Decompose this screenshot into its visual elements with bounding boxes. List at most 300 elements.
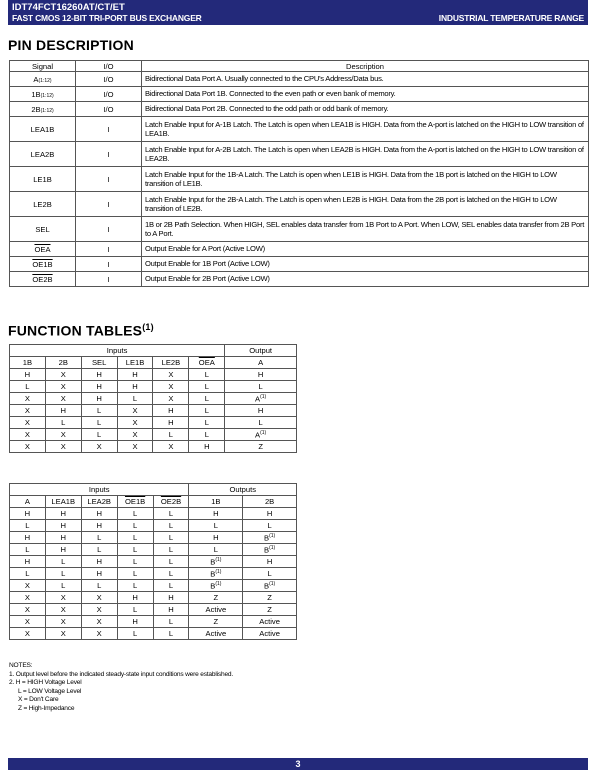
- function-table-b-ports: [9, 483, 297, 640]
- pin-signal: [10, 72, 76, 87]
- table2-cell: [243, 580, 297, 592]
- table2-cell: [10, 568, 46, 580]
- table2-col-header: OE1B: [117, 496, 153, 508]
- table2-cell: [243, 568, 297, 580]
- table2-cell-value: H: [60, 545, 66, 554]
- pin-signal: [10, 272, 76, 287]
- table2-cell: [10, 556, 46, 568]
- table2-cell: [81, 628, 117, 640]
- table1-cell-value: H: [132, 370, 138, 379]
- page-footer: [8, 758, 588, 770]
- table1-cell-value: X: [24, 406, 30, 415]
- note-ref-1: (1): [269, 544, 276, 551]
- table1-cell: [189, 393, 225, 405]
- table1-row: [10, 393, 297, 405]
- note-ref-1: (1): [215, 580, 222, 587]
- table2-cell-value: Active: [259, 617, 280, 626]
- table2-cell: [189, 604, 243, 616]
- table2-cell: [189, 556, 243, 568]
- table1-cell-value: H: [257, 370, 264, 379]
- table2-cell-value: L: [168, 569, 174, 578]
- pin-io: I: [76, 142, 142, 167]
- table2-cell-value: X: [24, 605, 30, 614]
- table1-cell: [225, 393, 297, 405]
- table2-cell-value: L: [132, 509, 138, 518]
- table2-cell-value: H: [96, 521, 102, 530]
- table2-cell-value: L: [132, 629, 138, 638]
- table2-cell-value: L: [25, 521, 30, 530]
- pin-io: I/O: [76, 87, 142, 102]
- table1-cell: [81, 429, 117, 441]
- table2-cell-value: B: [264, 545, 270, 555]
- table2-cell: [10, 508, 46, 520]
- table1-cell: [189, 429, 225, 441]
- table2-cell-value: H: [96, 557, 102, 566]
- table1-cell: [225, 405, 297, 417]
- table2-cell-value: L: [132, 581, 138, 590]
- table1-cell-value: L: [168, 430, 174, 439]
- pin-col-header: Signal: [10, 61, 76, 72]
- pin-description: Latch Enable Input for A-1B Latch. The Latch is open when LEA1B is HIGH. Data from the A-port is latched on the HIGH to LOW transition of LEA1B.: [142, 117, 589, 142]
- table2-cell-value: L: [168, 533, 174, 542]
- table2-cell-value: Active: [205, 629, 227, 638]
- table1-cell: [189, 381, 225, 393]
- table1-cell-value: L: [204, 418, 209, 427]
- table1-cell: [45, 405, 81, 417]
- pin-description-table: [9, 60, 589, 287]
- pin-signal-name: OE1B: [32, 259, 53, 269]
- table1-col-header: 1B: [10, 357, 46, 369]
- table2-row: [10, 532, 297, 544]
- table2-cell-value: L: [168, 521, 174, 530]
- pin-signal-name: 1B: [31, 89, 41, 99]
- pin-signal: [10, 242, 76, 257]
- table2-col-header: 2B: [243, 496, 297, 508]
- table2-cell: [45, 532, 81, 544]
- table2-cell-value: X: [96, 605, 102, 614]
- table2-row: [10, 508, 297, 520]
- table2-cell-value: H: [213, 533, 219, 542]
- table1-cell: [10, 369, 46, 381]
- table1-cell-value: A: [255, 430, 261, 440]
- table2-row: [10, 520, 297, 532]
- table2-cell: [81, 508, 117, 520]
- table2-cell: [243, 520, 297, 532]
- table2-col-header: 1B: [189, 496, 243, 508]
- pin-signal-name: SEL: [35, 224, 50, 234]
- table2-row: [10, 580, 297, 592]
- table1-cell: [10, 393, 46, 405]
- table2-cell-value: H: [213, 509, 219, 518]
- pin-io: I: [76, 192, 142, 217]
- pin-description: Latch Enable Input for the 2B-A Latch. The Latch is open when LE2B is HIGH. Data from the 2B port is latched on the HIGH to LOW transition of LE2B.: [142, 192, 589, 217]
- table2-cell-value: H: [60, 533, 66, 542]
- table2-cell: [117, 628, 153, 640]
- table2-cell-value: L: [25, 569, 30, 578]
- table2-cell: [45, 508, 81, 520]
- pin-row: [10, 167, 589, 192]
- pin-signal-name: 2B: [31, 104, 41, 114]
- table2-cell: [153, 604, 189, 616]
- table1-cell-value: L: [204, 394, 209, 403]
- table1-cell-value: L: [97, 430, 102, 439]
- note-2-dont-care: X = Don't Care: [18, 696, 59, 704]
- table1-cell: [81, 369, 117, 381]
- table2-cell-value: L: [97, 545, 102, 554]
- note-ref-1: (1): [260, 429, 267, 436]
- table1-cell: [153, 405, 189, 417]
- pin-io: I: [76, 257, 142, 272]
- table2-cell-value: L: [168, 545, 174, 554]
- table1-cell-value: X: [168, 370, 174, 379]
- pin-table-body: [10, 61, 589, 287]
- table2-header-row: [10, 496, 297, 508]
- table1-cell: [189, 405, 225, 417]
- table2-cell: [45, 592, 81, 604]
- pin-signal-name: $\overline{OEA}$: [34, 244, 51, 254]
- table1-output-group: Output: [225, 345, 297, 357]
- table1-cell-value: H: [168, 406, 174, 415]
- table1-col-header: LE2B: [153, 357, 189, 369]
- table1-cell-value: X: [132, 418, 138, 427]
- page-header: [8, 0, 588, 25]
- table1-cell: [45, 381, 81, 393]
- table1-row: [10, 441, 297, 453]
- pin-description: 1B or 2B Path Selection. When HIGH, SEL enables data transfer from 1B Port to A Port. When LOW, SEL enables data transfer from 2B Port to A Port.: [142, 217, 589, 242]
- table2-cell: [117, 544, 153, 556]
- table1-row: [10, 417, 297, 429]
- table2-cell-value: H: [132, 617, 138, 626]
- pin-signal-name: LE1B: [33, 174, 52, 184]
- table2-row: [10, 616, 297, 628]
- table2-cell: [153, 628, 189, 640]
- table1-cell-value: L: [204, 406, 209, 415]
- table1-cell-value: X: [60, 370, 66, 379]
- table2-cell-value: B: [210, 569, 216, 579]
- pin-description: Latch Enable Input for A-2B Latch. The Latch is open when LEA2B is HIGH. Data from the A-port is latched on the HIGH to LOW transition of LEA2B.: [142, 142, 589, 167]
- table2-col-header: LEA2B: [81, 496, 117, 508]
- table2-cell-value: L: [61, 581, 66, 590]
- table2-cell: [45, 520, 81, 532]
- table2-inputs-group: Inputs: [10, 484, 189, 496]
- table2-cell-value: L: [168, 629, 174, 638]
- table2-cell-value: H: [168, 605, 174, 614]
- table2-cell: [189, 592, 243, 604]
- table1-cell-value: H: [60, 406, 66, 415]
- table2-cell-value: B: [210, 557, 216, 567]
- pin-description: Bidirectional Data Port 1B. Connected to the even path or even bank of memory.: [142, 87, 589, 102]
- pin-io: I/O: [76, 72, 142, 87]
- table1-cell-value: L: [132, 394, 138, 403]
- table1-col-header: LE1B: [117, 357, 153, 369]
- table2-cell-value: L: [61, 557, 66, 566]
- table1-cell-value: X: [24, 430, 30, 439]
- table1-cell: [117, 405, 153, 417]
- table2-cell-value: L: [168, 509, 174, 518]
- table2-cell: [81, 556, 117, 568]
- notes: [9, 662, 233, 714]
- table1-cell-value: L: [204, 370, 209, 379]
- pin-header-row: [10, 61, 589, 72]
- table2-cell: [45, 580, 81, 592]
- table2-cell: [10, 544, 46, 556]
- table1-cell-value: H: [24, 370, 31, 379]
- table1-cell: [225, 441, 297, 453]
- pin-signal-name: LEA2B: [30, 149, 55, 159]
- pin-description: Latch Enable Input for the 1B-A Latch. The Latch is open when LE1B is HIGH. Data from the 1B port is latched on the HIGH to LOW transition of LE1B.: [142, 167, 589, 192]
- table1-cell-value: X: [24, 418, 30, 427]
- table1-cell: [81, 381, 117, 393]
- table2-cell: [243, 532, 297, 544]
- table1-row: [10, 369, 297, 381]
- table1-cell: [45, 369, 81, 381]
- table2-cell-value: Z: [267, 593, 272, 602]
- table2-cell-value: L: [168, 617, 174, 626]
- pin-signal-name: LE2B: [33, 199, 52, 209]
- pin-row: [10, 87, 589, 102]
- table1-inputs-group: Inputs: [10, 345, 225, 357]
- table2-cell-value: X: [96, 593, 102, 602]
- table2-cell: [10, 532, 46, 544]
- table2-cell-value: B: [264, 581, 270, 591]
- table2-cell: [10, 580, 46, 592]
- table2-cell-value: L: [267, 569, 272, 578]
- table2-cell: [189, 616, 243, 628]
- table1-cell: [117, 429, 153, 441]
- table1-cell: [189, 369, 225, 381]
- table2-cell: [117, 508, 153, 520]
- table1-cell: [10, 429, 46, 441]
- table2-cell: [117, 556, 153, 568]
- function-tables-title-note: (1): [142, 322, 154, 332]
- table1-cell-value: L: [97, 406, 102, 415]
- table1-cell: [153, 429, 189, 441]
- table1-col-header: A: [225, 357, 297, 369]
- table1-cell: [10, 441, 46, 453]
- table2-cell: [81, 580, 117, 592]
- table1-cell-value: X: [60, 394, 66, 403]
- table1-cell-value: H: [168, 418, 174, 427]
- temperature-range: INDUSTRIAL TEMPERATURE RANGE: [438, 13, 584, 23]
- table1-cell: [225, 417, 297, 429]
- table2-cell: [189, 508, 243, 520]
- table2-cell: [45, 616, 81, 628]
- table2-cell: [45, 604, 81, 616]
- table2-cell: [10, 628, 46, 640]
- table2-cell: [10, 604, 46, 616]
- table1-cell-value: X: [60, 382, 66, 391]
- table2-cell: [153, 592, 189, 604]
- table2-cell: [189, 532, 243, 544]
- table2-cell: [243, 592, 297, 604]
- table1-cell-value: X: [168, 394, 174, 403]
- table1-cell: [117, 417, 153, 429]
- table2-cell: [153, 544, 189, 556]
- pin-description: Bidirectional Data Port A. Usually connected to the CPU's Address/Data bus.: [142, 72, 589, 87]
- table1-cell-value: X: [60, 442, 66, 451]
- table2-cell: [189, 580, 243, 592]
- table1-cell-value: L: [204, 382, 209, 391]
- pin-col-header: I/O: [76, 61, 142, 72]
- pin-description: Bidirectional Data Port 2B. Connected to the odd path or odd bank of memory.: [142, 102, 589, 117]
- function-table-a-port: [9, 344, 297, 453]
- table2-cell-value: H: [266, 509, 273, 518]
- table2-cell-value: Z: [213, 593, 219, 602]
- table1-cell-value: X: [168, 382, 174, 391]
- table2-cell-value: L: [267, 521, 272, 530]
- table2-row: [10, 568, 297, 580]
- pin-row: [10, 217, 589, 242]
- pin-row: [10, 72, 589, 87]
- table1-body: [10, 369, 297, 453]
- table2-row: [10, 628, 297, 640]
- pin-io: I: [76, 217, 142, 242]
- table2-cell-value: L: [132, 605, 138, 614]
- function-tables-title-text: FUNCTION TABLES: [8, 322, 143, 339]
- table2-body: [10, 508, 297, 640]
- table1-cell-value: X: [132, 430, 138, 439]
- pin-signal: [10, 117, 76, 142]
- table2-row: [10, 556, 297, 568]
- table2-cell: [45, 628, 81, 640]
- table1-cell-value: X: [132, 406, 138, 415]
- pin-signal: [10, 167, 76, 192]
- table2-cell-value: L: [168, 557, 174, 566]
- table1-cell: [189, 441, 225, 453]
- table2-cell: [45, 544, 81, 556]
- table2-cell-value: L: [132, 545, 138, 554]
- table2-cell-value: Z: [213, 617, 219, 626]
- table1-cell: [81, 393, 117, 405]
- table2-cell: [153, 568, 189, 580]
- table2-cell-value: X: [60, 617, 66, 626]
- table2-row: [10, 592, 297, 604]
- table2-cell-value: H: [24, 533, 31, 542]
- table2-cell-value: B: [264, 533, 270, 543]
- note-ref-1: (1): [260, 393, 267, 400]
- table2-outputs-group: Outputs: [189, 484, 297, 496]
- table1-cell: [10, 417, 46, 429]
- table2-cell: [10, 592, 46, 604]
- table2-cell: [10, 616, 46, 628]
- pin-signal: [10, 192, 76, 217]
- table1-cell: [117, 369, 153, 381]
- table2-cell-value: L: [97, 533, 102, 542]
- table2-cell-value: Z: [267, 605, 272, 614]
- table2-cell: [243, 556, 297, 568]
- table1-cell-value: L: [258, 382, 263, 391]
- table1-cell: [117, 441, 153, 453]
- table2-cell: [153, 616, 189, 628]
- table1-cell-value: A: [255, 394, 261, 404]
- table1-cell: [153, 441, 189, 453]
- table1-cell-value: X: [24, 442, 30, 451]
- pin-signal: [10, 142, 76, 167]
- table1-cell: [153, 417, 189, 429]
- table1-cell: [10, 381, 46, 393]
- pin-row: [10, 242, 589, 257]
- table2-row: [10, 544, 297, 556]
- table2-cell-value: L: [61, 569, 66, 578]
- table1-col-header: 2B: [45, 357, 81, 369]
- table2-cell-value: H: [60, 509, 66, 518]
- pin-signal-range: (1:12): [40, 92, 54, 99]
- table1-cell: [45, 417, 81, 429]
- table2-cell: [243, 616, 297, 628]
- table2-cell: [10, 520, 46, 532]
- table1-cell-value: L: [61, 418, 66, 427]
- table1-cell: [153, 381, 189, 393]
- table2-cell-value: H: [96, 569, 102, 578]
- table2-cell-value: H: [266, 557, 273, 566]
- note-2-high-z: Z = High-Impedance: [18, 704, 75, 712]
- table2-cell: [81, 568, 117, 580]
- table2-cell: [243, 508, 297, 520]
- table1-cell-value: H: [132, 382, 138, 391]
- table2-cell: [81, 520, 117, 532]
- pin-description: Output Enable for A Port (Active LOW): [142, 242, 589, 257]
- table1-cell-value: H: [257, 406, 264, 415]
- table2-cell-value: Active: [205, 605, 227, 614]
- table1-col-header: $\overline{OEA}$: [189, 357, 225, 369]
- pin-row: [10, 102, 589, 117]
- note-ref-1: (1): [269, 580, 276, 587]
- table2-row: [10, 604, 297, 616]
- table2-cell-value: H: [96, 509, 102, 518]
- table1-cell-value: H: [204, 442, 210, 451]
- pin-row: [10, 272, 589, 287]
- table2-cell: [81, 544, 117, 556]
- table2-cell: [117, 520, 153, 532]
- table2-cell: [189, 628, 243, 640]
- pin-io: I/O: [76, 102, 142, 117]
- notes-heading: NOTES:: [9, 662, 33, 669]
- table2-cell-value: X: [60, 629, 66, 638]
- table2-cell-value: X: [60, 593, 66, 602]
- table2-cell: [81, 604, 117, 616]
- note-2-low: L = LOW Voltage Level: [18, 687, 82, 695]
- table2-cell: [189, 520, 243, 532]
- table2-cell-value: H: [24, 509, 31, 518]
- table2-cell: [117, 604, 153, 616]
- table1-cell-value: X: [168, 442, 174, 451]
- table2-cell: [81, 616, 117, 628]
- pin-signal: [10, 87, 76, 102]
- table2-cell-value: L: [132, 557, 138, 566]
- table2-cell-value: L: [132, 533, 138, 542]
- table2-cell: [117, 580, 153, 592]
- table1-row: [10, 429, 297, 441]
- table1-cell-value: L: [97, 418, 102, 427]
- table1-row: [10, 405, 297, 417]
- function-tables-title: [8, 322, 154, 339]
- note-2: 2. H = HIGH Voltage Level: [9, 679, 82, 687]
- table2-cell: [153, 532, 189, 544]
- table1-cell: [225, 381, 297, 393]
- table2-cell: [153, 508, 189, 520]
- table2-cell: [117, 532, 153, 544]
- pin-io: I: [76, 117, 142, 142]
- table2-cell: [45, 568, 81, 580]
- table2-col-header: LEA1B: [45, 496, 81, 508]
- table2-cell: [243, 604, 297, 616]
- table2-cell-value: X: [24, 629, 30, 638]
- pin-io: I: [76, 242, 142, 257]
- table2-cell: [243, 544, 297, 556]
- pin-description: Output Enable for 2B Port (Active LOW): [142, 272, 589, 287]
- table2-cell-value: L: [213, 545, 218, 554]
- table2-col-header: A: [10, 496, 46, 508]
